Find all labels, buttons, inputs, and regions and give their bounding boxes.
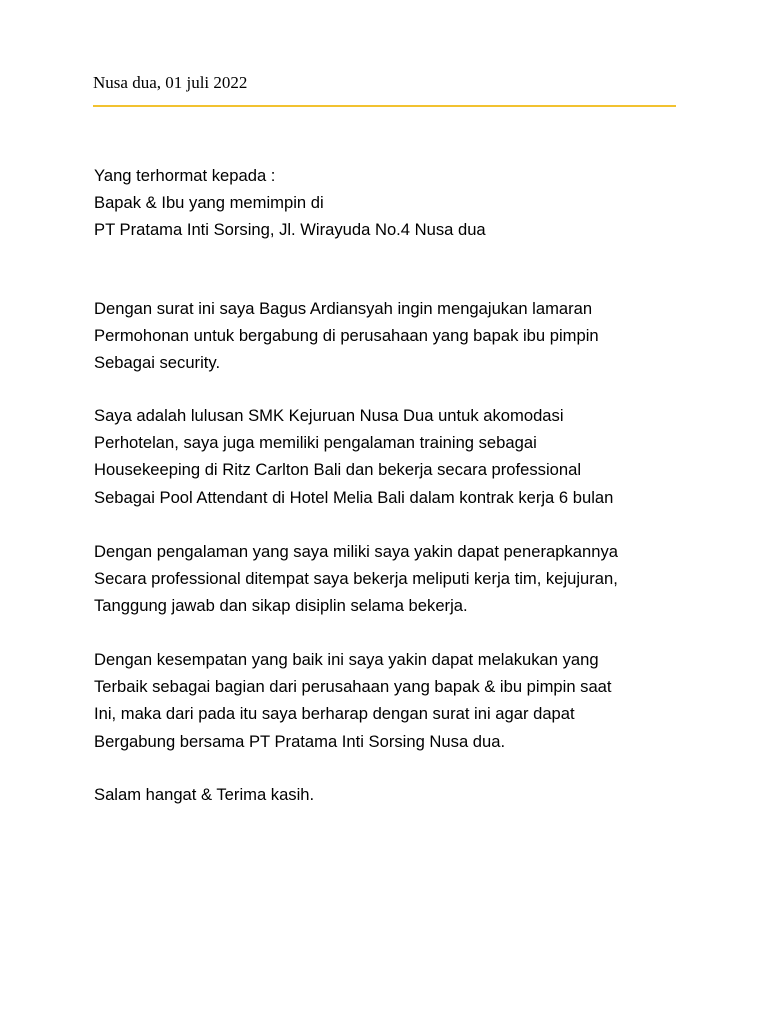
letter-closing (94, 781, 314, 808)
paragraph-line: Perhotelan, saya juga memiliki pengalaman training sebagai (94, 433, 537, 453)
paragraph-line: Secara professional ditempat saya bekerja meliputi kerja tim, kejujuran, (94, 569, 618, 589)
paragraph-line: Housekeeping di Ritz Carlton Bali dan bekerja secara professional (94, 460, 582, 480)
header-divider (93, 105, 676, 107)
paragraph-hope (94, 646, 612, 755)
closing-line: Salam hangat & Terima kasih. (94, 785, 315, 804)
paragraph-intro (94, 295, 599, 377)
paragraph-line: Saya adalah lulusan SMK Kejuruan Nusa Dua untuk akomodasi (94, 406, 564, 425)
paragraph-line: Permohonan untuk bergabung di perusahaan yang bapak ibu pimpin (94, 326, 599, 346)
paragraph-experience (94, 538, 618, 620)
paragraph-line: Terbaik sebagai bagian dari perusahaan yang bapak & ibu pimpin saat (94, 677, 612, 697)
address-line: Yang terhormat kepada : (94, 166, 276, 185)
paragraph-line: Ini, maka dari pada itu saya berharap dengan surat ini agar dapat (94, 704, 575, 724)
address-line: PT Pratama Inti Sorsing, Jl. Wirayuda No.4 Nusa dua (94, 220, 486, 240)
letter-date: Nusa dua, 01 juli 2022 (93, 73, 248, 92)
paragraph-line: Dengan kesempatan yang baik ini saya yakin dapat melakukan yang (94, 650, 599, 669)
paragraph-line: Dengan surat ini saya Bagus Ardiansyah ingin mengajukan lamaran (94, 299, 593, 318)
paragraph-line: Tanggung jawab dan sikap disiplin selama bekerja. (94, 596, 468, 616)
paragraph-line: Bergabung bersama PT Pratama Inti Sorsing Nusa dua. (94, 731, 506, 751)
paragraph-line: Sebagai Pool Attendant di Hotel Melia Bali dalam kontrak kerja 6 bulan (94, 487, 614, 507)
paragraph-line: Sebagai security. (94, 353, 221, 373)
paragraph-background (94, 402, 613, 511)
recipient-address (94, 162, 486, 244)
address-line: Bapak & Ibu yang memimpin di (94, 193, 324, 213)
paragraph-line: Dengan pengalaman yang saya miliki saya yakin dapat penerapkannya (94, 542, 618, 561)
